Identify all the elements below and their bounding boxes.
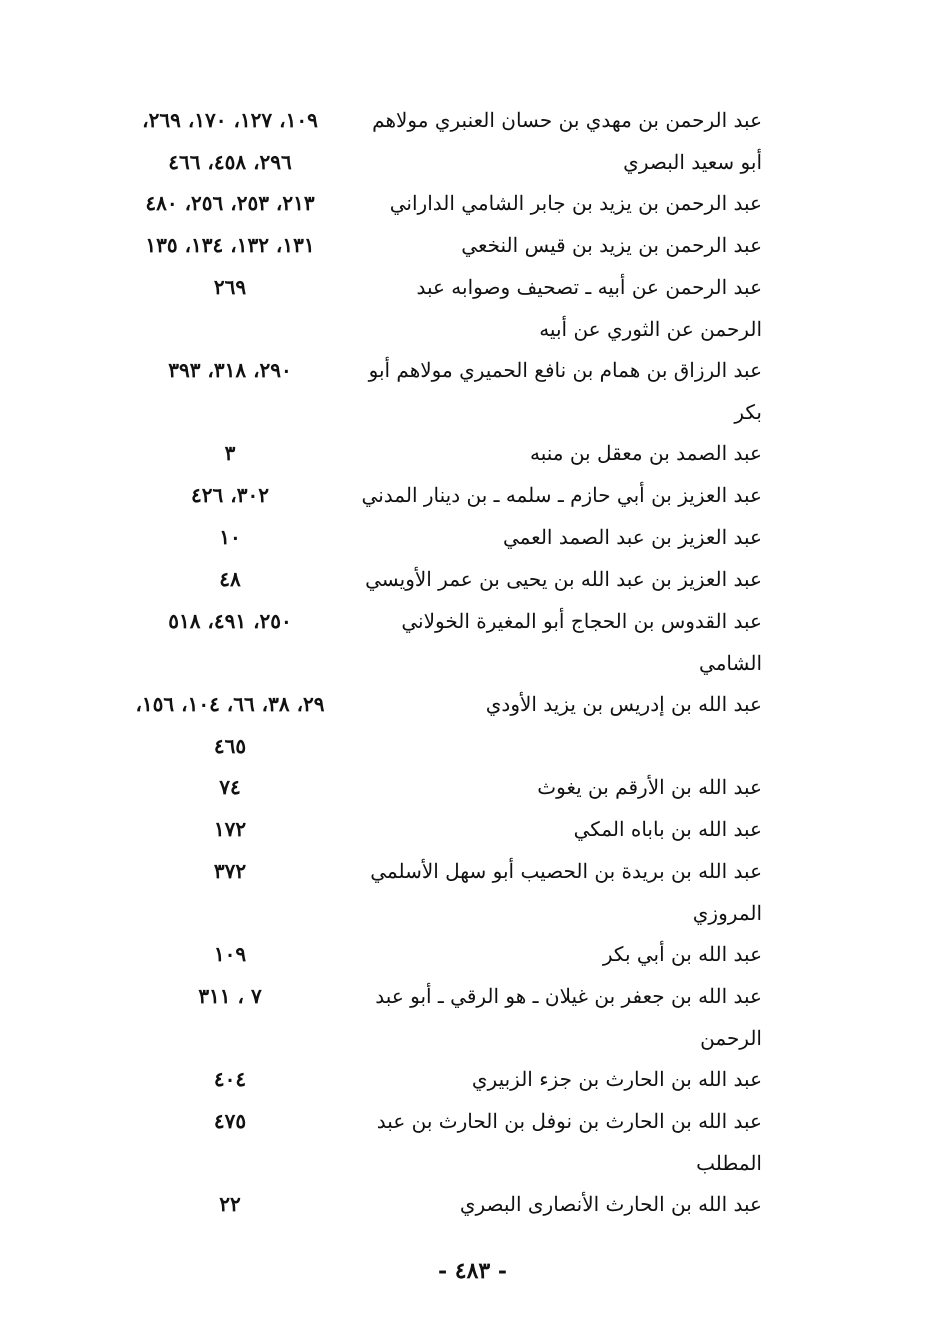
entry-page-numbers: ٢٩٠، ٣١٨، ٣٩٣ <box>168 358 292 382</box>
entry-page-numbers: ٤٠٤ <box>213 1067 247 1091</box>
index-entry <box>120 767 770 809</box>
entry-name: عبد الله بن جعفر بن غيلان ـ هو الرقي ـ أبو عبد الرحمن <box>375 984 762 1050</box>
index-entry <box>120 851 770 934</box>
index-entry <box>120 183 770 225</box>
entry-name: عبد الرحمن بن يزيد بن قيس النخعي <box>461 233 762 257</box>
entry-name: عبد الرزاق بن همام بن نافع الحميري مولاهم أبو بكر <box>368 358 762 424</box>
entry-page-numbers: ١٣١، ١٣٢، ١٣٤، ١٣٥ <box>145 233 315 257</box>
entry-name: عبد الرحمن بن مهدي بن حسان العنبري مولاهم أبو سعيد البصري <box>372 108 762 174</box>
entry-page-numbers: ٤٧٥ <box>213 1109 247 1133</box>
index-entry <box>120 1059 770 1101</box>
entry-name: عبد الرحمن بن يزيد بن جابر الشامي الداراني <box>389 191 762 215</box>
entry-page-numbers: ٣٠٢، ٤٢٦ <box>191 483 269 507</box>
entry-name: عبد الله بن بريدة بن الحصيب أبو سهل الأسلمي المروزي <box>370 859 762 925</box>
page-number: - ٤٨٣ - <box>437 1258 508 1284</box>
entry-name: عبد الله بن إدريس بن يزيد الأودي <box>485 692 762 716</box>
entry-page-numbers: ٢٥٠، ٤٩١، ٥١٨ <box>168 609 292 633</box>
index-entry <box>120 934 770 976</box>
index-entry <box>120 809 770 851</box>
entry-name: عبد العزيز بن عبد الله بن يحيى بن عمر الأويسي <box>365 567 762 591</box>
entry-page-numbers: ٣ <box>224 441 236 465</box>
entry-name: عبد الله بن باباه المكي <box>573 817 762 841</box>
entry-name: عبد الرحمن عن أبيه ـ تصحيف وصوابه عبد الرحمن عن الثوري عن أبيه <box>416 275 762 341</box>
index-entry <box>120 475 770 517</box>
entry-page-numbers: ١٠٩، ١٢٧، ١٧٠، ٢٦٩، ٢٩٦، ٤٥٨، ٤٦٦ <box>142 108 318 174</box>
entry-page-numbers: ٧ ، ٣١١ <box>198 984 262 1008</box>
entry-name: عبد الله بن الحارث بن نوفل بن الحارث بن عبد المطلب <box>376 1109 762 1175</box>
index-entry <box>120 225 770 267</box>
entry-page-numbers: ٢٩، ٣٨، ٦٦، ١٠٤، ١٥٦، ٤٦٥ <box>135 692 325 758</box>
index-entry <box>120 267 770 350</box>
entry-page-numbers: ١٠٩ <box>213 942 247 966</box>
entry-name: عبد الصمد بن معقل بن منبه <box>529 441 762 465</box>
entry-page-numbers: ٢٢ <box>219 1192 241 1216</box>
index-entry <box>120 350 770 433</box>
index-entry <box>120 559 770 601</box>
entry-name: عبد القدوس بن الحجاج أبو المغيرة الخولاني الشامي <box>401 609 762 675</box>
entry-page-numbers: ٣٧٢ <box>213 859 247 883</box>
entry-name: عبد الله بن الأرقم بن يغوث <box>537 775 762 799</box>
entry-name: عبد العزيز بن عبد الصمد العمي <box>502 525 762 549</box>
entry-name: عبد العزيز بن أبي حازم ـ سلمه ـ بن دينار المدني <box>361 483 762 507</box>
entry-name: عبد الله بن الحارث الأنصارى البصري <box>459 1192 762 1216</box>
index-entry <box>120 1101 770 1184</box>
index-entry <box>120 100 770 183</box>
entry-page-numbers: ٢١٣، ٢٥٣، ٢٥٦، ٤٨٠ <box>145 191 315 215</box>
index-entry <box>120 976 770 1059</box>
index-entry <box>120 433 770 475</box>
index-entry <box>120 517 770 559</box>
index-entries <box>120 100 770 1226</box>
index-entry <box>120 601 770 684</box>
entry-page-numbers: ٧٤ <box>219 775 241 799</box>
index-entry <box>120 1184 770 1226</box>
entry-page-numbers: ١٧٢ <box>213 817 247 841</box>
entry-page-numbers: ٤٨ <box>219 567 241 591</box>
entry-name: عبد الله بن الحارث بن جزء الزبيري <box>471 1067 762 1091</box>
entry-name: عبد الله بن أبي بكر <box>602 942 762 966</box>
index-entry <box>120 684 770 767</box>
entry-page-numbers: ١٠ <box>219 525 241 549</box>
entry-page-numbers: ٢٦٩ <box>213 275 247 299</box>
